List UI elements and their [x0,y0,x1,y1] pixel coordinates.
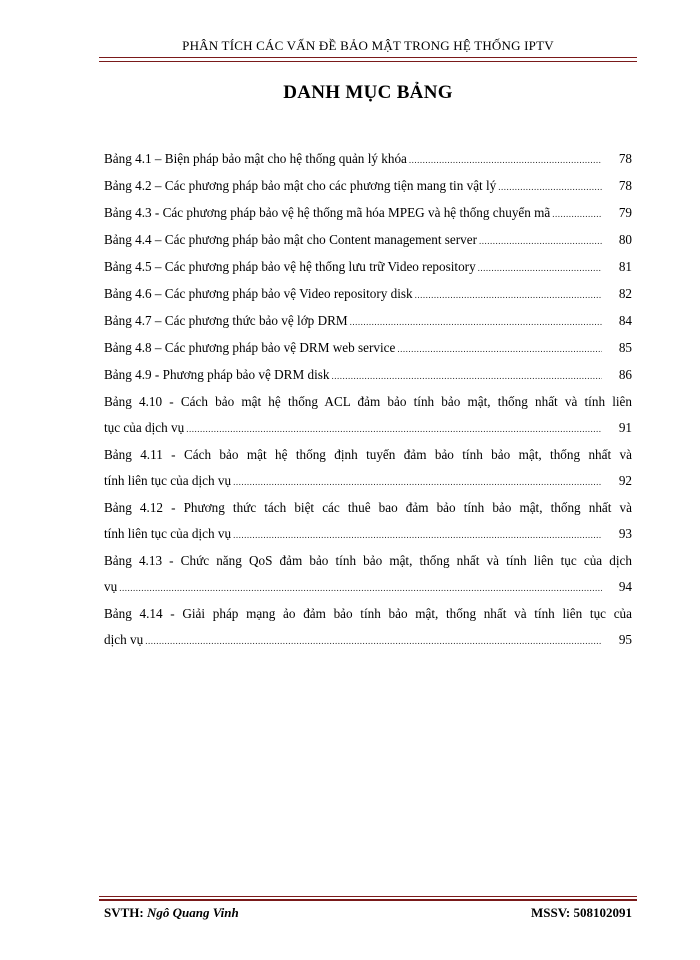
toc-entry-line [104,468,632,495]
student-name: Ngô Quang Vinh [146,905,239,920]
toc-entry-text: vụ [104,579,118,594]
toc-entry-text: Bảng 4.2 – Các phương pháp bảo mật cho các phương tiện mang tin vật lý [104,178,497,193]
toc-entry-text: Bảng 4.4 – Các phương pháp bảo mật cho Content management server [104,232,478,247]
toc-entry[interactable] [104,281,632,308]
toc-entry-text-line1: Bảng 4.13 - Chức năng QoS đảm bảo tính bảo mật, thống nhất và tính liên tục của dịch [104,553,632,568]
toc-page-number: 94 [618,579,632,594]
toc-entry-text: Bảng 4.1 – Biện pháp bảo mật cho hệ thống quản lý khóa [104,151,407,166]
dot-leader [119,575,602,601]
toc-page-number: 78 [618,151,632,166]
toc-page-number: 79 [618,205,632,220]
dot-leader [552,201,602,227]
header-rule-thin [99,61,637,62]
toc-page-number: 92 [618,473,632,488]
toc-entry-line [104,173,632,200]
dot-leader [409,147,602,173]
toc-entry-text: tục của dịch vụ [104,420,185,435]
running-header: PHÂN TÍCH CÁC VẤN ĐỀ BẢO MẬT TRONG HỆ THỐNG IPTV [182,38,554,53]
page-footer [104,905,632,921]
toc-entry[interactable] [104,335,632,362]
dot-leader [498,174,602,200]
toc-entry-text-line1: Bảng 4.11 - Cách bảo mật hệ thống định tuyến đảm bảo tính bảo mật, thống nhất và [104,447,632,462]
toc-entry[interactable] [104,389,632,442]
dot-leader [186,416,602,442]
toc-page-number: 91 [618,420,632,435]
toc-page-number: 85 [618,340,632,355]
toc-entry[interactable] [104,254,632,281]
toc-entry-line [104,362,632,389]
toc-entry-text: Bảng 4.8 – Các phương pháp bảo vệ DRM web service [104,340,396,355]
toc-entry-line [104,281,632,308]
toc-entry-text: Bảng 4.7 – Các phương thức bảo vệ lớp DRM [104,313,348,328]
toc-entry-line [104,227,632,254]
toc-entry-text: tính liên tục của dịch vụ [104,526,232,541]
toc-entry-line [104,627,632,654]
dot-leader [233,469,602,495]
toc-entry[interactable] [104,308,632,335]
toc-page-number: 81 [618,259,632,274]
toc-entry[interactable] [104,362,632,389]
toc-entry-line [104,521,632,548]
toc-entry-text-line1: Bảng 4.10 - Cách bảo mật hệ thống ACL đảm bảo tính bảo mật, thống nhất và tính liên [104,394,632,409]
toc-entry[interactable] [104,495,632,548]
toc-page-number: 86 [618,367,632,382]
toc-entry-text: Bảng 4.5 – Các phương pháp bảo vệ hệ thống lưu trữ Video repository [104,259,476,274]
toc-page-number: 82 [618,286,632,301]
toc-entry[interactable] [104,601,632,654]
student-id: MSSV: 508102091 [530,905,632,920]
dot-leader [331,363,602,389]
toc-entry[interactable] [104,146,632,173]
toc-entry[interactable] [104,442,632,495]
toc-entry-line [104,254,632,281]
toc-entry-line [104,574,632,601]
toc-page-number: 80 [618,232,632,247]
dot-leader [478,255,602,281]
table-of-tables [104,146,632,654]
toc-entry[interactable] [104,548,632,601]
footer-rule [99,899,637,901]
student-info [104,905,239,921]
toc-entry-line [104,146,632,173]
dot-leader [145,628,602,654]
toc-entry-line [104,415,632,442]
toc-entry-text-line1: Bảng 4.12 - Phương thức tách biệt các thuê bao đảm bảo tính bảo mật, thống nhất và [104,500,632,515]
dot-leader [397,336,602,362]
toc-entry-text: Bảng 4.3 - Các phương pháp bảo vệ hệ thống mã hóa MPEG và hệ thống chuyển mã [104,205,551,220]
header-rule [99,57,637,58]
toc-entry-text: Bảng 4.9 - Phương pháp bảo vệ DRM disk [104,367,330,382]
toc-entry-line [104,308,632,335]
toc-page-number: 93 [618,526,632,541]
toc-entry[interactable] [104,173,632,200]
toc-entry-text: tính liên tục của dịch vụ [104,473,232,488]
svth-label: SVTH: [104,905,144,920]
toc-page-number: 84 [618,313,632,328]
toc-page-number: 95 [618,632,632,647]
toc-entry-text: Bảng 4.6 – Các phương pháp bảo vệ Video repository disk [104,286,413,301]
footer-rule-thin [99,896,637,897]
toc-entry-line [104,335,632,362]
toc-entry-line [104,200,632,227]
toc-entry-text: dịch vụ [104,632,144,647]
toc-entry[interactable] [104,200,632,227]
toc-entry-text-line1: Bảng 4.14 - Giải pháp mạng ảo đảm bảo tính bảo mật, thống nhất và tính liên tục của [104,606,632,621]
dot-leader [415,282,602,308]
page-title: DANH MỤC BẢNG [283,82,453,103]
dot-leader [350,309,602,335]
toc-entry[interactable] [104,227,632,254]
dot-leader [233,522,602,548]
toc-page-number: 78 [618,178,632,193]
dot-leader [479,228,602,254]
